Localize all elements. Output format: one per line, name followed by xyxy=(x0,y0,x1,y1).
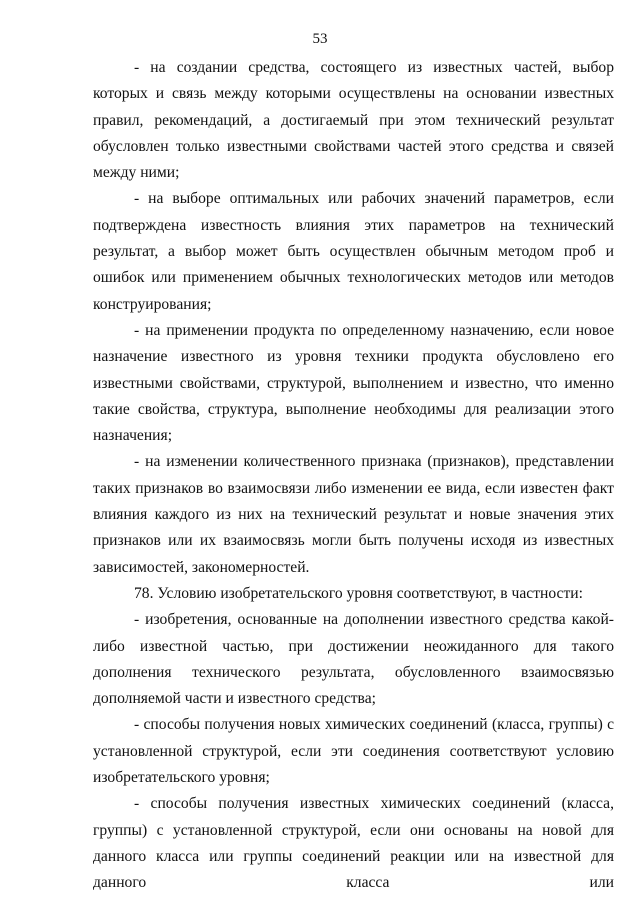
paragraph-parameter-choice: - на выборе оптимальных или рабочих значений параметров, если подтверждена известность влияния этих параметров на технический результат, а выбор может быть осуществлен обычным методом проб и ошибок или применением обычных технологических методов или методов конструирования; xyxy=(93,190,614,313)
paragraph-creation-of-means: - на создании средства, состоящего из известных частей, выбор которых и связь между которыми осуществлены на основании известных правил, рекомендаций, а достигаемый при этом технический результат обусловлен только известными свойствами частей этого средства и связей между ними; xyxy=(93,59,614,182)
paragraph-quantitative-feature: - на изменении количественного признака (признаков), представлении таких признаков во взаимосвязи либо изменении ее вида, если известен факт влияния каждого из них на технический результат и новые значения этих признаков или их взаимосвязь могли быть получены исходя из известных зависимостей, закономерностей. xyxy=(93,453,614,576)
paragraph-clause-78-heading: 78. Условию изобретательского уровня соответствуют, в частности: xyxy=(134,584,583,602)
paragraph-product-application: - на применении продукта по определенному назначению, если новое назначение известного из уровня техники продукта обусловлено его известными свойствами, структурой, выполнением и известно, что именно такие свойства, структура, выполнение необходимы для реализации этого назначения; xyxy=(93,321,614,445)
page-number: 53 xyxy=(312,31,328,47)
paragraph-known-chemical-compounds: - способы получения известных химических соединений (класса, группы) с установленной структурой, если они основаны на новой для данного класса или группы соединений реакции или на известной для данного класса или xyxy=(93,795,614,892)
paragraph-new-chemical-compounds: - способы получения новых химических соединений (класса, группы) с установленной структурой, если эти соединения соответствуют условию изобретательского уровня; xyxy=(93,716,614,787)
paragraph-inventions-supplement: - изобретения, основанные на дополнении известного средства какой-либо известной частью, при достижении неожиданного для такого дополнения технического результата, обусловленного взаимосвязью дополняемой части и известного средства; xyxy=(93,611,614,708)
document-body xyxy=(93,55,614,897)
